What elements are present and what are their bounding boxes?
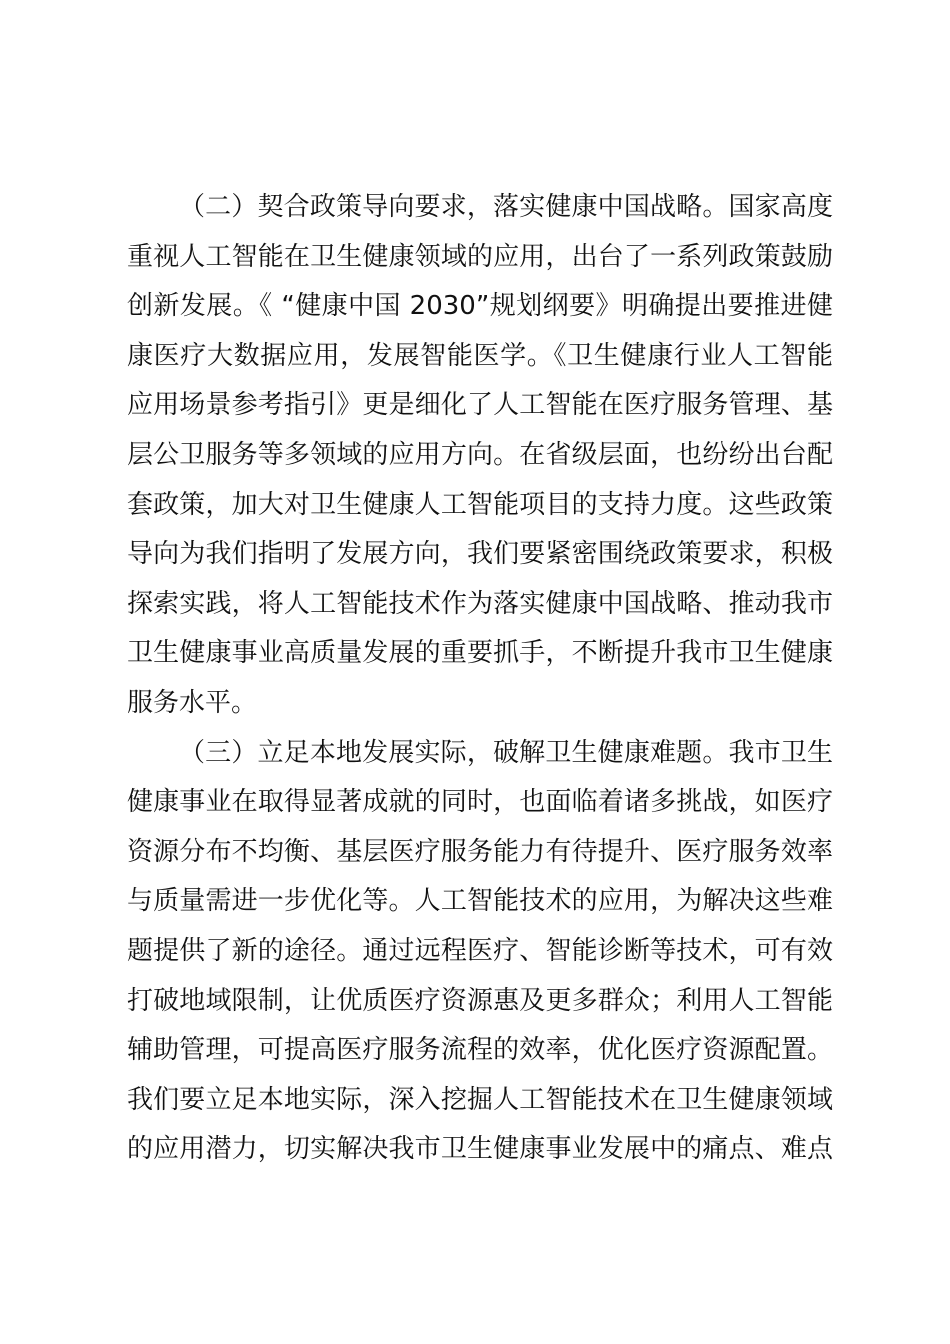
paragraph-line: （三）立足本地发展实际，破解卫生健康难题。我市卫生: [179, 737, 833, 768]
paragraph-line: 健康事业在取得显著成就的同时，也面临着诸多挑战，如医疗: [127, 787, 833, 818]
paragraph-line: 探索实践，将人工智能技术作为落实健康中国战略、推动我市: [127, 588, 833, 619]
paragraph-policy-orientation: [127, 183, 833, 729]
paragraph-line: 的应用潜力，切实解决我市卫生健康事业发展中的痛点、难点: [127, 1134, 833, 1165]
paragraph-line: 应用场景参考指引》更是细化了人工智能在医疗服务管理、基: [127, 390, 833, 421]
paragraph-line: 服务水平。: [127, 687, 258, 718]
paragraph-line: 我们要立足本地实际，深入挖掘人工智能技术在卫生健康领域: [127, 1084, 833, 1115]
paragraph-line: 题提供了新的途径。通过远程医疗、智能诊断等技术，可有效: [127, 935, 833, 966]
paragraph-local-reality: [127, 729, 833, 1175]
paragraph-line: 打破地域限制，让优质医疗资源惠及更多群众；利用人工智能: [127, 985, 833, 1016]
paragraph-line: 卫生健康事业高质量发展的重要抓手，不断提升我市卫生健康: [127, 638, 833, 669]
paragraph-line: 康医疗大数据应用，发展智能医学。《卫生健康行业人工智能: [127, 340, 833, 371]
paragraph-line: 创新发展。《 “健康中国 2030”规划纲要》明确提出要推进健: [127, 291, 833, 322]
paragraph-line: （二）契合政策导向要求，落实健康中国战略。国家高度: [179, 192, 833, 222]
paragraph-line: 导向为我们指明了发展方向，我们要紧密围绕政策要求，积极: [127, 539, 833, 570]
paragraph-line: 资源分布不均衡、基层医疗服务能力有待提升、医疗服务效率: [127, 836, 833, 867]
paragraph-line: 重视人工智能在卫生健康领域的应用，出台了一系列政策鼓励: [127, 241, 833, 272]
body-text: [127, 183, 833, 1175]
paragraph-line: 辅助管理，可提高医疗服务流程的效率，优化医疗资源配置。: [127, 1035, 833, 1066]
paragraph-line: 与质量需进一步优化等。人工智能技术的应用，为解决这些难: [127, 886, 833, 917]
paragraph-line: 套政策，加大对卫生健康人工智能项目的支持力度。这些政策: [127, 489, 833, 520]
paragraph-line: 层公卫服务等多领域的应用方向。在省级层面，也纷纷出台配: [127, 439, 833, 470]
